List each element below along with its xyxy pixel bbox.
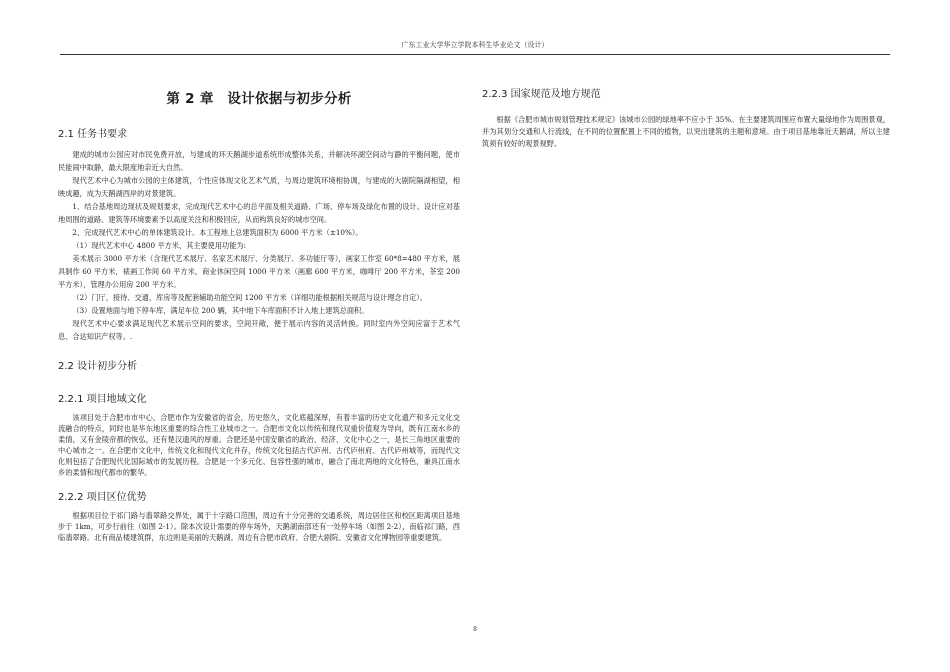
paragraph: 美术展示 3000 平方米（含现代艺术展厅、名家艺术展厅、分类展厅、多功能厅等），画家工作室 60*8=480 平方米，展具制作 60 平方米，裱画工作间 60 平方米，商业休闲空间 1000 平方米（画廊 600 平方米，咖啡厅 200 平方米，茶室 200 平方米），管理办公用房 200 平方米。 — [58, 254, 460, 289]
paragraph: 现代艺术中心要求满足现代艺术展示空间的要求，空间开敞，便于展示内容的灵活转换。同时室内外空间应富于艺术气息、合达知识产权等。. — [58, 319, 460, 341]
paragraph: （3）设置地面与地下停车库，满足车位 200 辆，其中地下车库面积不计入地上建筑总面积。 — [72, 306, 369, 315]
section-2-2-2-heading: 2.2.2 项目区位优势 — [58, 492, 147, 503]
paragraph: 建成的城市公园应对市民免费开放，与建成的环天鹅湖步道系统形成整体关系，并解决环湖空间动与静的平衡问题，使市民能闹中取静，最大限度地亲近大自然。 — [58, 150, 460, 172]
left-column — [58, 72, 460, 543]
paragraph: （2）门厅，接待、交通、库房等及配套辅助功能空间 1200 平方米（详细功能根据相关规范与设计理念自定）。 — [72, 293, 427, 302]
right-column — [482, 72, 890, 150]
section-2-2-heading: 2.2 设计初步分析 — [58, 361, 138, 372]
chapter-title: 第 2 章 设计依据与初步分析 — [166, 91, 352, 107]
page-number: 8 — [473, 626, 477, 633]
section-2-2-1-paragraph: 该项目处于合肥市市中心，合肥市作为安徽省的省会，历史悠久，文化底蕴深厚，有着丰富的历史文化遗产和多元文化交流融合的特点，同时也是华东地区重要的综合性工业城市之一。合肥市文化以传统和现代双重价值观为导向，既有江南水乡的柔情，又有金陵帝都的恢弘，还有楚汉遗风的厚重。合肥还是中国安徽省的政治、经济、文化中心之一，是长三角地区重要的中心城市之一。在合肥市文化中，传统文化和现代文化并存，传统文化包括古代庐州、古代庐州府、古代庐州城等，而现代文化则包括了合肥现代化国际城市的发展历程。合肥是一个多元化、包容性强的城市，融合了南北两地的文化特色，兼具江南水乡的柔情和现代都市的繁华。 — [58, 413, 460, 477]
page-header — [60, 40, 890, 55]
paragraph: 现代艺术中心为城市公园的主体建筑，个性应体现文化艺术气质，与周边建筑环境相协调，与建成的大剧院隔湖相望，相映成趣，成为天鹅湖西岸的对景建筑。 — [58, 176, 460, 198]
section-2-1-body — [58, 148, 460, 343]
section-2-2-2-paragraph: 根据项目位于祁门路与翡翠路交界处，属于十字路口范围，周边有十分完善的交通系统，周边居住区和校区距离项目基地步于 1km，可步行前往（如图 2-1）。除本次设计需要的停车场外，天鹅湖南部还有一处停车场（如图 2-2），南临祁门路，西临翡翠路。北有商品楼建筑群，东边则是美丽的天鹅湖。周边有合肥市政府、合肥大剧院、安徽省文化博物园等重要建筑。 — [58, 511, 460, 542]
section-2-2-1-heading: 2.2.1 项目地域文化 — [58, 394, 147, 405]
section-2-2-3-paragraph: 根据《合肥市城市规划管理技术规定》该城市公园的绿地率不应小于 35%。在主要建筑周围应布置大量绿地作为周围景观，并为其划分交通和人行流线，在不同的位置配置上不同的植物，以突出建筑的主题和意境。由于项目基地靠近天鹅湖，所以主建筑须有较好的观景视野。 — [482, 115, 890, 148]
header-text: 广东工业大学华立学院本科生毕业论文（设计） — [401, 41, 549, 49]
paragraph: 1、结合基地周边现状及规划要求，完成现代艺术中心的总平面及相关道路、广场、停车场及绿化布置的设计。设计应对基地周围的道路、建筑等环境要素予以高度关注和积极回应，从而构筑良好的城市空间。 — [58, 202, 460, 224]
paragraph: 2、完成现代艺术中心的单体建筑设计。本工程地上总建筑面积为 6000 平方米（±10%）。 — [72, 228, 363, 237]
section-2-2-3-heading: 2.2.3 国家规范及地方规范 — [482, 89, 601, 100]
paragraph: （1）现代艺术中心 4800 平方米，其主要使用功能为: — [72, 241, 246, 250]
section-2-1-heading: 2.1 任务书要求 — [58, 129, 128, 140]
